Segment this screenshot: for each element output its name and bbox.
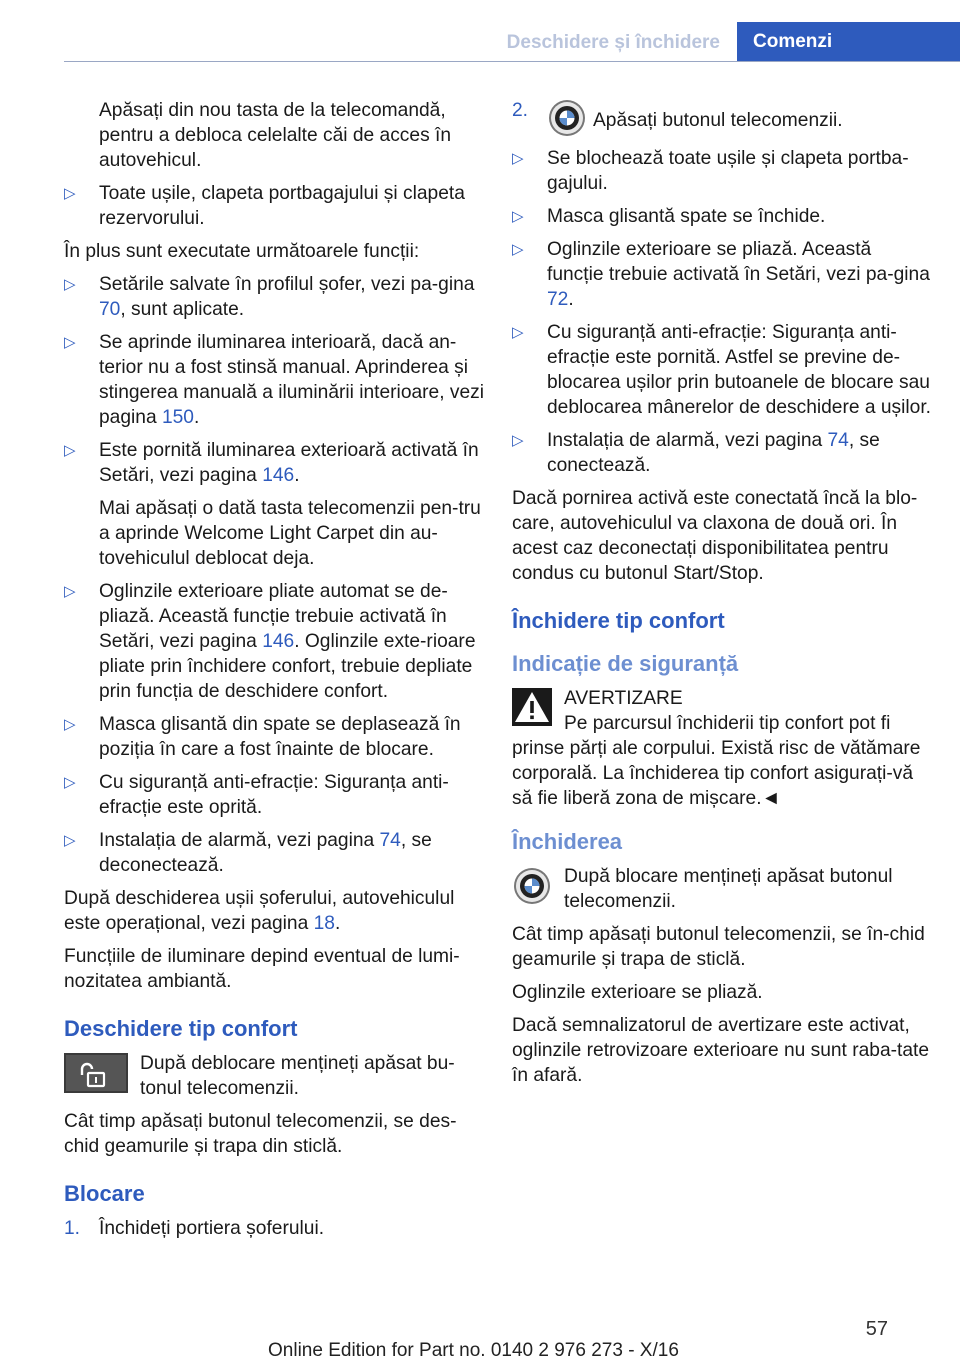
paragraph: Mai apăsați o dată tasta telecomenzii pen-tru a aprinde Welcome Light Carpet din au-tovehiculul deblocat deja.: [99, 498, 481, 569]
list-item: ▷ Masca glisantă din spate se deplasează în poziția în care a fost înainte de blocare.: [64, 714, 461, 760]
page-link[interactable]: 74: [827, 430, 849, 451]
page-link[interactable]: 18: [313, 913, 335, 934]
paragraph: Cât timp apăsați butonul telecomenzii, se des-chid geamurile și trapa din sticlă.: [64, 1111, 457, 1157]
left-column: [64, 98, 484, 1249]
paragraph: Cât timp apăsați butonul telecomenzii, se în-chid geamurile și trapa de sticlă.: [512, 924, 925, 970]
page-link[interactable]: 146: [262, 631, 295, 652]
bullet-icon: ▷: [512, 432, 524, 449]
paragraph: După deschiderea ușii șoferului, autovehiculul este operațional, vezi pagina 18.: [64, 888, 455, 934]
warning-text: Pe parcursul închiderii tip confort pot fi prinse părți ale corpului. Există risc de vătămare corporală. La închiderea tip confort asigurați-vă să fie liberă zona de mișcare.◄: [512, 713, 921, 809]
paragraph: Funcțiile de iluminare depind eventual de lumi-nozitatea ambiantă.: [64, 946, 460, 992]
header-chapter-tab: Comenzi: [737, 22, 960, 62]
list-item: ▷ Cu siguranță anti-efracție: Siguranța anti-efracție este pornită. Astfel se previne de-blocarea ușilor prin butoanele de blocare sau deblocarea mânerelor de deschidere a ușilor.: [512, 322, 931, 418]
page-number: 57: [865, 1318, 888, 1340]
list-item: ▷ Se aprinde iluminarea interioară, dacă an-terior nu a fost stinsă manual. Aprinderea și stingerea manuală a iluminării interioare, vezi pagina 150.: [64, 332, 485, 428]
unlock-key-icon: [64, 1053, 128, 1093]
list-item: ▷ Oglinzile exterioare se pliază. Această funcție trebuie activată în Setări, vezi pa-gina 72.: [512, 239, 930, 310]
list-item: ▷ Instalația de alarmă, vezi pagina 74, se conectează.: [512, 430, 880, 476]
bullet-icon: ▷: [64, 774, 76, 791]
bullet-icon: ▷: [512, 241, 524, 258]
list-item: ▷ Cu siguranță anti-efracție: Siguranța anti-efracție este oprită.: [64, 772, 449, 818]
paragraph: Oglinzile exterioare se pliază.: [512, 982, 763, 1003]
remote-button-icon: [547, 98, 587, 138]
right-column: [512, 98, 932, 1096]
heading-closing: Închiderea: [512, 829, 623, 854]
list-item: ▷ Setările salvate în profilul șofer, vezi pa-gina 70, sunt aplicate.: [64, 274, 475, 320]
header-section-title: Deschidere și închidere: [506, 32, 720, 53]
bullet-icon: ▷: [64, 442, 76, 459]
page-link[interactable]: 74: [379, 830, 401, 851]
list-item: ▷ Se blochează toate ușile și clapeta portba-gajului.: [512, 148, 909, 194]
heading-safety: Indicație de siguranță: [512, 651, 739, 676]
remote-button-icon: [512, 866, 552, 906]
bullet-icon: ▷: [512, 324, 524, 341]
warning-box: [512, 686, 932, 811]
intro-text: Apăsați din nou tasta de la telecomandă, pentru a debloca celelalte căi de acces în autovehicul.: [99, 100, 451, 171]
list-item: ▷ Este pornită iluminarea exterioară activată în Setări, vezi pagina 146.: [64, 440, 479, 486]
warning-triangle-icon: [512, 688, 552, 726]
bullet-icon: ▷: [64, 334, 76, 351]
list-item: ▷ Oglinzile exterioare pliate automat se de-pliază. Această funcție trebuie activată în Setări, vezi pagina 146. Oglinzile exte-rioare pliate prin închidere confort, trebuie depliate prin funcția de deschidere confort.: [64, 581, 476, 702]
page-link[interactable]: 150: [161, 407, 194, 428]
bullet-icon: ▷: [64, 185, 76, 202]
bullet-icon: ▷: [64, 832, 76, 849]
bullet-icon: ▷: [64, 716, 76, 733]
page-link[interactable]: 72: [547, 289, 569, 310]
list-item: 2. Apăsați butonul telecomenzii.: [512, 98, 932, 138]
closing-row: După blocare mențineți apăsat butonul telecomenzii.: [512, 864, 932, 914]
page-header: [0, 0, 960, 62]
page-link[interactable]: 146: [262, 465, 295, 486]
page-link[interactable]: 70: [99, 299, 121, 320]
edition-text: Online Edition for Part no. 0140 2 976 273 - X/16: [268, 1340, 679, 1361]
bullet-icon: ▷: [512, 150, 524, 167]
bullet-icon: ▷: [512, 208, 524, 225]
heading-comfort-close: Închidere tip confort: [512, 608, 725, 633]
list-item: ▷ Toate ușile, clapeta portbagajului și clapeta rezervorului.: [64, 183, 465, 229]
heading-lock: Blocare: [64, 1181, 145, 1206]
list-item: ▷ Instalația de alarmă, vezi pagina 74, se deconectează.: [64, 830, 432, 876]
list-item: 1. Închideți portiera șoferului.: [64, 1218, 325, 1239]
bullet-icon: ▷: [64, 276, 76, 293]
page-footer: [0, 1312, 960, 1362]
paragraph: În plus sunt executate următoarele funcții:: [64, 241, 420, 262]
comfort-open-row: După deblocare mențineți apăsat bu-tonul telecomenzii.: [64, 1051, 484, 1101]
warning-title: AVERTIZARE: [564, 688, 683, 709]
paragraph: Dacă pornirea activă este conectată încă la blo-care, autovehiculul va claxona de două ori. În acest caz deconectați disponibilitatea pentru condus cu butonul Start/Stop.: [512, 488, 918, 584]
heading-comfort-open: Deschidere tip confort: [64, 1016, 298, 1041]
paragraph: Dacă semnalizatorul de avertizare este activat, oglinzile retrovizoare exterioare nu sunt raba-tate în afară.: [512, 1015, 930, 1086]
list-item: ▷ Masca glisantă spate se închide.: [512, 206, 826, 227]
bullet-icon: ▷: [64, 583, 76, 600]
header-rule: [64, 61, 960, 62]
